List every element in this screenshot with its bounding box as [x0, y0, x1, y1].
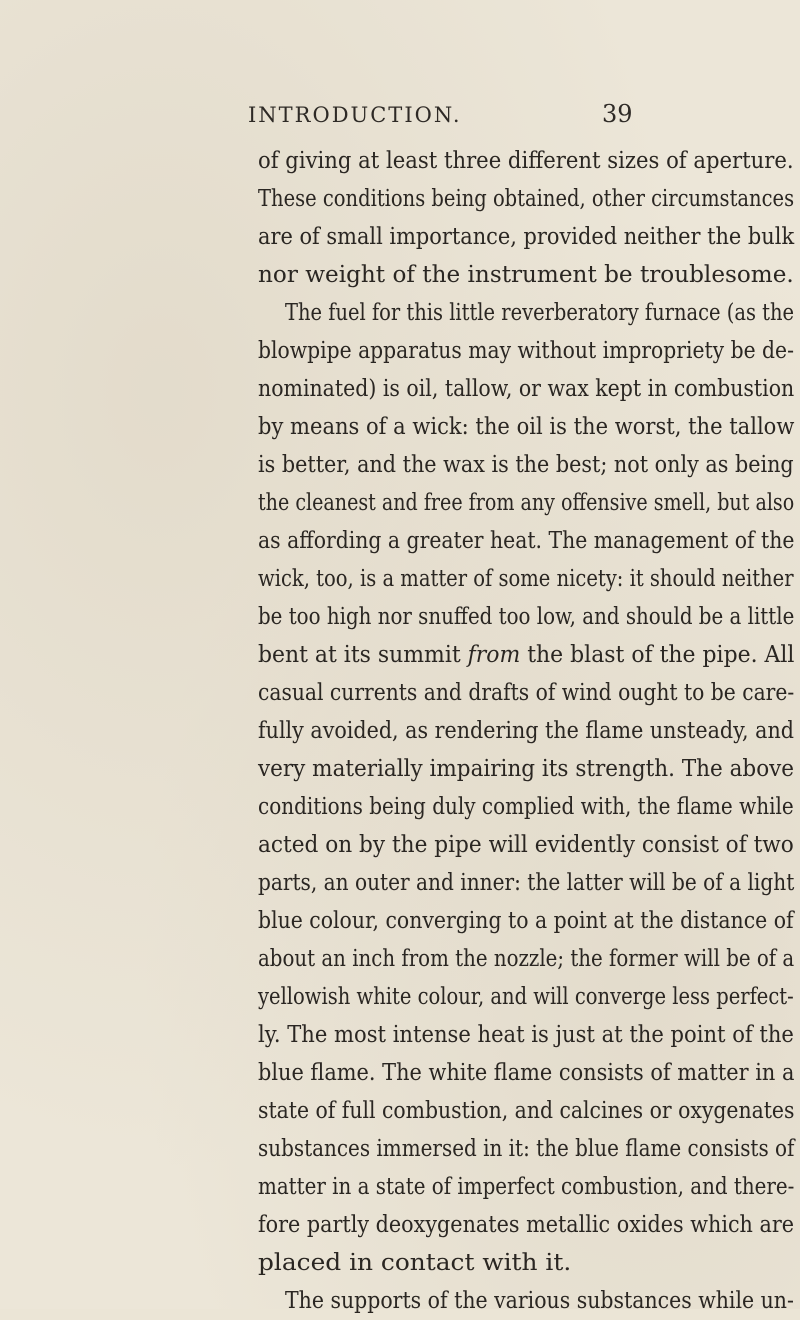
paragraph-start-line: The supports of the various substances while un-: [285, 1288, 794, 1314]
text-line: state of full combustion, and calcines or oxygenates: [258, 1098, 795, 1124]
paragraph-start-line: The fuel for this little reverberatory furnace (as the: [285, 300, 795, 326]
text-segment: bent at its summit: [258, 642, 461, 668]
text-line: of giving at least three different sizes of aperture.: [258, 148, 794, 174]
text-line: blue colour, converging to a point at the distance of: [258, 908, 794, 934]
text-line: casual currents and drafts of wind ought to be care-: [258, 680, 795, 706]
italic-word: from: [467, 642, 521, 668]
text-line: [258, 636, 794, 674]
text-line: acted on by the pipe will evidently consist of two: [258, 832, 794, 858]
text-line: parts, an outer and inner: the latter will be of a light: [258, 870, 795, 896]
text-line: by means of a wick: the oil is the worst, the tallow: [258, 414, 795, 440]
text-line: fore partly deoxygenates metallic oxides which are: [258, 1212, 795, 1238]
text-segment: the blast of the pipe. All: [527, 642, 795, 668]
running-head: INTRODUCTION.: [248, 103, 462, 127]
text-line: nominated) is oil, tallow, or wax kept in combustion: [258, 376, 795, 402]
text-line: as affording a greater heat. The management of the: [258, 528, 795, 554]
text-line: nor weight of the instrument be troublesome.: [258, 262, 794, 288]
text-line: be too high nor snuffed too low, and should be a little: [258, 604, 795, 630]
text-line: blue flame. The white flame consists of matter in a: [258, 1060, 795, 1086]
text-line: very materially impairing its strength. The above: [258, 756, 795, 782]
text-line: are of small importance, provided neither the bulk: [258, 224, 795, 250]
text-line: These conditions being obtained, other circumstances: [258, 186, 795, 212]
text-line: the cleanest and free from any offensive smell, but also: [258, 490, 795, 516]
page-number: 39: [602, 100, 633, 128]
text-line: substances immersed in it: the blue flame consists of: [258, 1136, 795, 1162]
text-line: is better, and the wax is the best; not only as being: [258, 452, 794, 478]
text-line: conditions being duly complied with, the flame while: [258, 794, 794, 820]
text-line: wick, too, is a matter of some nicety: it should neither: [258, 566, 794, 592]
text-line: yellowish white colour, and will converge less perfect-: [258, 984, 794, 1010]
text-line: fully avoided, as rendering the flame unsteady, and: [258, 718, 795, 744]
text-line: ly. The most intense heat is just at the point of the: [258, 1022, 794, 1048]
text-line: about an inch from the nozzle; the former will be of a: [258, 946, 795, 972]
text-line: matter in a state of imperfect combustion, and there-: [258, 1174, 795, 1200]
text-line: placed in contact with it.: [258, 1250, 572, 1276]
text-line: blowpipe apparatus may without impropriety be de-: [258, 338, 794, 364]
